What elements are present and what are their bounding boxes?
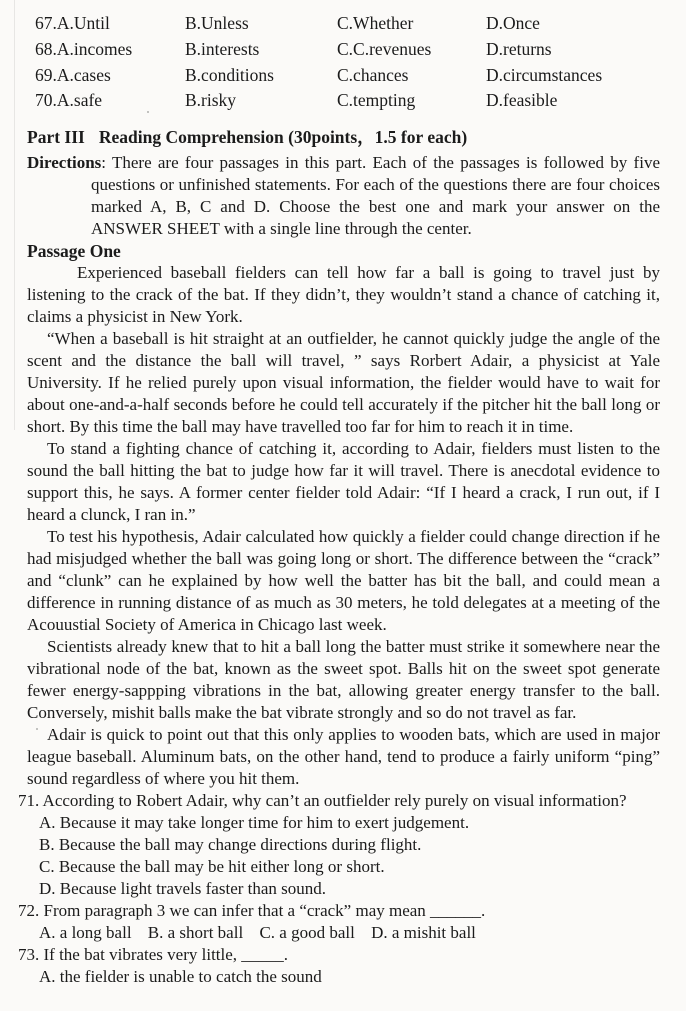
passage-paragraph-4: To test his hypothesis, Adair calculated how quickly a fielder could change direction if he had misjudged whether the ball was going long or short. The difference between the “crack” and “clunk” can he explained by how well the batter has bit the ball, and could mean a difference in running distance of as much as 30 meters, he told delegates at a meeting of the Acouustial Society of America in Chicago last week. xyxy=(27,527,660,635)
question-71-option-b: B. Because the ball may change directions during flight. xyxy=(39,835,422,855)
question-72-option-d: D. a mishit ball xyxy=(371,923,476,943)
question-73-stem: 73. If the bat vibrates very little, _____. xyxy=(18,945,289,965)
cloze-option-69c: C.chances xyxy=(337,64,409,85)
passage-paragraph-2: “When a baseball is hit straight at an outfielder, he cannot quickly judge the angle of the scent and the distance the ball will travel, ” says Rorbert Adair, a physicist at Yale University. If he relied purely upon visual information, the fielder would have to wait for about one-and-a-half seconds before he could tell accurately if the pitcher hit the ball long or short. By this time the ball may have travelled too far for him to reach it in time. xyxy=(27,329,660,437)
passage-paragraph-6: Adair is quick to point out that this only applies to wooden bats, which are used in major league baseball. Aluminum bats, on the other hand, tend to produce a fairly uniform “ping” sound regardless of where you hit them. xyxy=(27,725,660,789)
question-71-stem: 71. According to Robert Adair, why can’t an outfielder rely purely on visual information? xyxy=(18,791,627,811)
scan-artifact-line xyxy=(14,0,15,430)
cloze-option-69a: 69.A.cases xyxy=(35,64,111,85)
cloze-option-67a: 67.A.Until xyxy=(35,13,110,33)
question-71-option-a: A. Because it may take longer time for him to exert judgement. xyxy=(39,813,470,833)
question-71 xyxy=(18,790,660,900)
directions-colon: : xyxy=(101,153,112,173)
cloze-option-68d: D.returns xyxy=(486,38,552,59)
scan-artifact-speck xyxy=(36,728,38,730)
cloze-option-68a: 68.A.incomes xyxy=(35,38,133,59)
directions-block xyxy=(27,152,660,240)
directions-text: There are four passages in this part. Each of the passages is followed by five questions or unfinished statements. For each of the questions there are four choices marked A, B, C and D. Choose the best one and mark your answer on the ANSWER SHEET with a single line through the center. xyxy=(91,153,660,239)
cloze-option-70b: B.risky xyxy=(185,90,237,111)
question-71-option-d: D. Because light travels faster than sound. xyxy=(39,879,327,899)
passage-paragraph-3: To stand a fighting chance of catching it, according to Adair, fielders must listen to the sound the ball hitting the bat to judge how far it will travel. There is anecdotal evidence to support this, he says. A former center fielder told Adair: “If I heard a crack, I run out, if I heard a clunck, I ran in.” xyxy=(27,439,660,525)
questions-section xyxy=(18,790,660,988)
scan-artifact-speck xyxy=(41,161,43,165)
scan-artifact-speck xyxy=(147,111,149,113)
cloze-option-67c: C.Whether xyxy=(337,13,414,33)
part3-heading xyxy=(27,126,660,149)
cloze-option-68b: B.interests xyxy=(185,38,260,59)
question-72-option-a: A. a long ball xyxy=(39,923,132,943)
question-72-stem: 72. From paragraph 3 we can infer that a “crack” may mean ______. xyxy=(18,901,486,921)
cloze-option-70a: 70.A.safe xyxy=(35,90,103,111)
cloze-option-70d: D.feasible xyxy=(486,90,558,111)
cloze-row-70 xyxy=(35,88,660,114)
question-72-option-b: B. a short ball xyxy=(147,923,244,943)
cloze-option-69b: B.conditions xyxy=(185,64,274,85)
passage-paragraph-1: Experienced baseball fielders can tell how far a ball is going to travel just by listening to the crack of the bat. If they didn’t, they wouldn’t stand a chance of catching it, claims a physicist in New York. xyxy=(27,263,660,327)
cloze-row-68 xyxy=(35,37,660,63)
cloze-option-67b: B.Unless xyxy=(185,13,249,33)
cloze-option-68c: C.C.revenues xyxy=(337,38,432,59)
cloze-row-69 xyxy=(35,63,660,89)
question-72-options-row xyxy=(18,922,660,944)
cloze-option-69d: D.circumstances xyxy=(486,64,603,85)
passage-paragraph-5: Scientists already knew that to hit a ball long the batter must strike it somewhere near the vibrational node of the bat, known as the sweet spot. Balls hit on the sweet spot generate fewer energy-sappping vibrations in the bat, allowing greater energy transfer to the ball. Conversely, mishit balls make the bat vibrate strongly and so do not travel as far. xyxy=(27,637,660,723)
part3-title: Reading Comprehension (30points，1.5 for each) xyxy=(98,127,468,148)
cloze-option-70c: C.tempting xyxy=(337,90,416,111)
question-71-option-c: C. Because the ball may be hit either long or short. xyxy=(39,857,385,877)
cloze-row-67 xyxy=(35,11,660,37)
question-73 xyxy=(18,944,660,988)
question-72-option-c: C. a good ball xyxy=(259,923,355,943)
cloze-option-67d: D.Once xyxy=(486,13,540,33)
directions-label: Directions xyxy=(27,153,102,173)
question-72 xyxy=(18,900,660,944)
passage-one-heading: Passage One xyxy=(27,241,121,262)
cloze-options-grid xyxy=(35,11,660,114)
question-73-option-a: A. the fielder is unable to catch the sound xyxy=(39,967,322,987)
part3-label: Part III xyxy=(27,127,85,148)
